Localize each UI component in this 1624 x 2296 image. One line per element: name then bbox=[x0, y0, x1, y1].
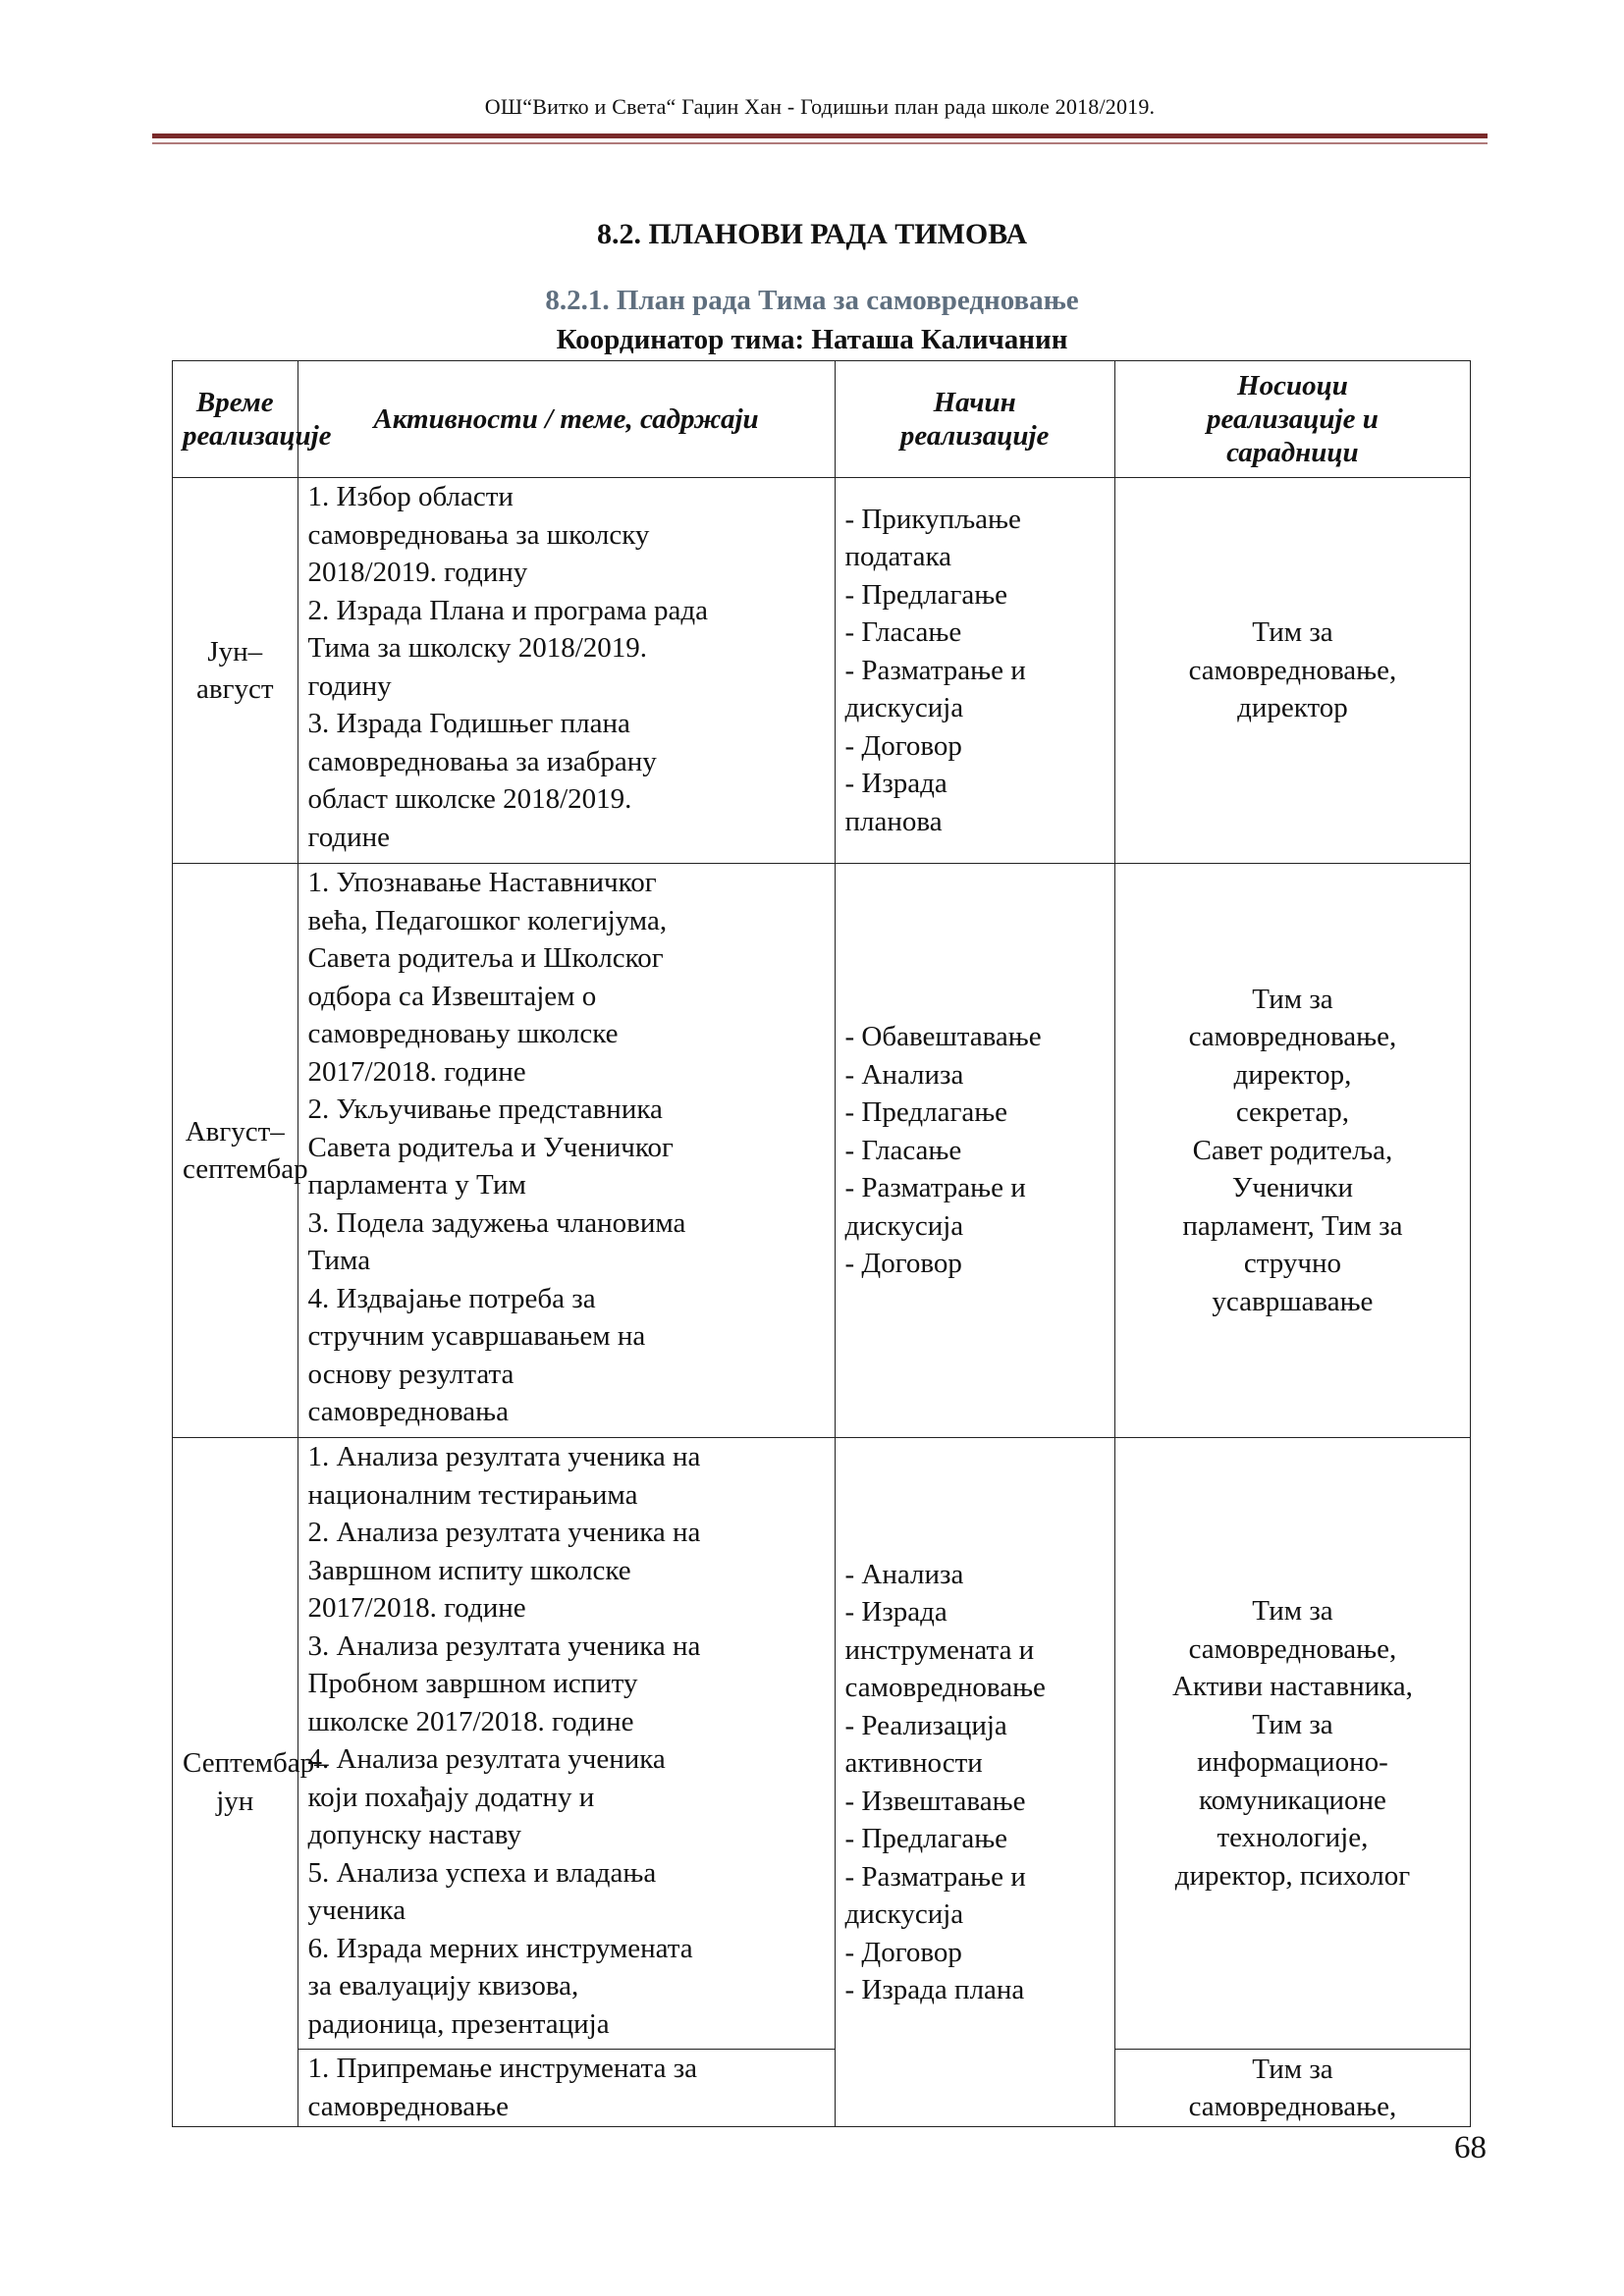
text-line: 4. Анализа резултата ученика bbox=[307, 1743, 666, 1775]
text-line: Носиоци bbox=[1237, 370, 1348, 401]
text-line: - Гласање bbox=[844, 616, 962, 649]
text-line: директор, психолог bbox=[1174, 1859, 1411, 1892]
text-line: директор bbox=[1237, 692, 1348, 724]
text-line: - Реализација bbox=[844, 1709, 1007, 1741]
text-line: Тим за bbox=[1252, 1708, 1333, 1740]
team-coordinator: Координатор тима: Наташа Каличанин bbox=[556, 324, 1068, 355]
text-line: - Разматрање и bbox=[844, 654, 1026, 686]
text-line: радионица, презентација bbox=[307, 2007, 610, 2040]
text-line: - Договор bbox=[844, 729, 962, 762]
team-plan-table bbox=[172, 360, 1471, 2127]
text-line: активности bbox=[844, 1747, 983, 1779]
text-line: самовредновање bbox=[844, 1672, 1046, 1703]
cell-activities bbox=[298, 864, 835, 1438]
text-line: године bbox=[307, 821, 391, 853]
text-line: Тима за школску 2018/2019. bbox=[307, 632, 648, 664]
text-line: података bbox=[844, 541, 951, 573]
header-method bbox=[835, 361, 1114, 478]
text-line: Тим за bbox=[1252, 2053, 1333, 2085]
header-rule-thin bbox=[152, 142, 1488, 144]
table-row bbox=[173, 1438, 1471, 2050]
text-line: технологије, bbox=[1217, 1822, 1369, 1853]
text-line: Савета родитеља и Ученичког bbox=[307, 1131, 674, 1163]
text-line: планова bbox=[844, 805, 943, 837]
text-line: Тима bbox=[307, 1245, 371, 1276]
cell-carriers bbox=[1114, 478, 1470, 864]
text-line: годину bbox=[307, 669, 392, 702]
text-line: секретар, bbox=[1235, 1096, 1350, 1129]
text-line: националним тестирањима bbox=[307, 1478, 638, 1511]
text-line: - Разматрање и bbox=[844, 1172, 1026, 1204]
text-line: самовредновање, bbox=[1188, 1021, 1397, 1053]
text-line: дискусија bbox=[844, 1209, 964, 1242]
text-line: 1. Упознавање Наставничког bbox=[307, 867, 657, 898]
text-line: - Разматрање и bbox=[844, 1860, 1026, 1893]
text-line: самовредновања за изабрану bbox=[307, 745, 657, 777]
cell-activities bbox=[298, 478, 835, 864]
text-line: самовредновања bbox=[307, 1396, 509, 1427]
cell-carriers bbox=[1114, 864, 1470, 1438]
text-line: - Анализа bbox=[844, 1558, 964, 1590]
table-row bbox=[173, 478, 1471, 864]
text-line: 1. Припремање инструмената за bbox=[307, 2053, 698, 2084]
text-line: директор, bbox=[1233, 1058, 1352, 1091]
text-line: - Обавештавање bbox=[844, 1021, 1042, 1053]
cell-carriers bbox=[1114, 2050, 1470, 2127]
text-line: - Договор bbox=[844, 1248, 962, 1280]
text-line: стручно bbox=[1243, 1248, 1341, 1280]
text-line: - Израда bbox=[844, 768, 947, 800]
text-line: самовредновања за школску bbox=[307, 518, 650, 551]
text-line: - Анализа bbox=[844, 1058, 964, 1091]
text-line: самовредновање bbox=[307, 2090, 509, 2122]
text-line: ученика bbox=[307, 1895, 406, 1926]
text-line: јун bbox=[216, 1785, 254, 1817]
text-line: Активи наставника, bbox=[1171, 1671, 1413, 1702]
text-line: - Гласање bbox=[844, 1134, 962, 1166]
cell-time bbox=[173, 864, 308, 1438]
cell-method bbox=[835, 864, 1114, 1438]
text-line: 6. Израда мерних инструмената bbox=[307, 1932, 693, 1964]
text-line: 1. Анализа резултата ученика на bbox=[307, 1441, 701, 1472]
text-line: Тим за bbox=[1252, 1595, 1333, 1627]
running-header: ОШ“Витко и Света“ Гаџин Хан - Годишњи план рада школе 2018/2019. bbox=[484, 94, 1156, 119]
header-rule bbox=[152, 133, 1488, 138]
text-line: усавршавање bbox=[1212, 1285, 1374, 1317]
text-line: парламент, Тим за bbox=[1182, 1209, 1403, 1242]
text-line: информационо- bbox=[1197, 1746, 1388, 1778]
text-line: 1. Избор области bbox=[307, 481, 514, 512]
text-line: Тим за bbox=[1252, 616, 1333, 649]
text-line: 2017/2018. године bbox=[307, 1592, 526, 1624]
text-line: комуникационе bbox=[1198, 1784, 1386, 1816]
text-line: Ученички bbox=[1231, 1172, 1354, 1204]
text-line: Септембар– bbox=[183, 1747, 329, 1779]
text-line: 2. Анализа резултата ученика на bbox=[307, 1517, 701, 1548]
text-line: стручним усавршавањем на bbox=[307, 1320, 646, 1352]
text-line: основу резултата bbox=[307, 1358, 514, 1390]
header-carriers bbox=[1114, 361, 1470, 478]
table-header-row bbox=[173, 361, 1471, 478]
subsection-title: 8.2.1. План рада Тима за самовредновање bbox=[545, 285, 1079, 316]
text-line: 2. Израда Плана и програма рада bbox=[307, 594, 708, 626]
table-row bbox=[173, 2050, 1471, 2127]
text-line: 2018/2019. годину bbox=[307, 557, 528, 588]
text-line: допунску наставу bbox=[307, 1819, 522, 1850]
text-line: парламента у Тим bbox=[307, 1169, 526, 1201]
text-line: област школске 2018/2019. bbox=[307, 783, 632, 815]
text-line: 2017/2018. године bbox=[307, 1055, 526, 1088]
header-activities bbox=[298, 361, 835, 478]
text-line: Пробном завршном испиту bbox=[307, 1668, 638, 1699]
text-line: - Договор bbox=[844, 1936, 962, 1968]
text-line: реализације bbox=[183, 420, 332, 452]
cell-method bbox=[835, 1438, 1114, 2127]
text-line: Активности / теме, садржаји bbox=[373, 403, 759, 435]
text-line: - Израда bbox=[844, 1596, 947, 1628]
text-line: дискусија bbox=[844, 1898, 964, 1930]
text-line: - Извештавање bbox=[844, 1785, 1026, 1817]
text-line: сарадници bbox=[1226, 437, 1359, 468]
cell-carriers bbox=[1114, 1438, 1470, 2050]
text-line: - Прикупљање bbox=[844, 503, 1021, 535]
text-line: дискусија bbox=[844, 692, 964, 724]
text-line: самовредновању школске bbox=[307, 1018, 619, 1049]
text-line: реализације bbox=[899, 420, 1050, 452]
text-line: Тим за bbox=[1252, 983, 1333, 1015]
text-line: - Израда плана bbox=[844, 1974, 1025, 2005]
text-line: инструмената и bbox=[844, 1633, 1035, 1666]
text-line: - Предлагање bbox=[844, 578, 1008, 611]
text-line: Савет родитеља, bbox=[1192, 1134, 1393, 1166]
page-number: 68 bbox=[1454, 2130, 1487, 2165]
text-line: самовредновање, bbox=[1188, 2091, 1397, 2122]
table-row bbox=[173, 864, 1471, 1438]
text-line: - Предлагање bbox=[844, 1096, 1008, 1129]
text-line: 4. Издвајање потреба за bbox=[307, 1282, 596, 1314]
text-line: већа, Педагошког колегијума, bbox=[307, 904, 668, 936]
text-line: Савета родитеља и Школског bbox=[307, 942, 664, 974]
section-title: 8.2. ПЛАНОВИ РАДА ТИМОВА bbox=[596, 218, 1028, 250]
text-line: Завршном испиту школске bbox=[307, 1554, 631, 1586]
text-line: Август– bbox=[185, 1115, 285, 1148]
text-line: Начин bbox=[933, 387, 1016, 418]
text-line: 3. Израда Годишњег плана bbox=[307, 708, 630, 739]
cell-time bbox=[173, 478, 298, 864]
cell-activities bbox=[298, 1438, 835, 2050]
text-line: 3. Подела задужења члановима bbox=[307, 1206, 686, 1239]
text-line: 3. Анализа резултата ученика на bbox=[307, 1629, 701, 1662]
text-line: септембар bbox=[183, 1153, 308, 1185]
text-line: 5. Анализа успеха и владања bbox=[307, 1856, 657, 1889]
text-line: Време bbox=[195, 387, 274, 418]
cell-method bbox=[835, 478, 1114, 864]
cell-time bbox=[173, 1438, 329, 2127]
text-line: за евалуацију квизова, bbox=[307, 1970, 579, 2002]
text-line: Јун–август bbox=[196, 635, 274, 705]
cell-activities bbox=[298, 2050, 835, 2127]
text-line: самовредновање, bbox=[1188, 654, 1397, 686]
text-line: који похађају додатну и bbox=[307, 1781, 595, 1813]
text-line: - Предлагање bbox=[844, 1823, 1008, 1854]
header-time bbox=[173, 361, 332, 478]
text-line: самовредновање, bbox=[1188, 1632, 1397, 1665]
text-line: школске 2017/2018. године bbox=[307, 1705, 634, 1737]
text-line: 2. Укључивање представника bbox=[307, 1094, 663, 1125]
text-line: реализације и bbox=[1206, 403, 1379, 435]
text-line: одбора са Извештајем о bbox=[307, 980, 597, 1012]
